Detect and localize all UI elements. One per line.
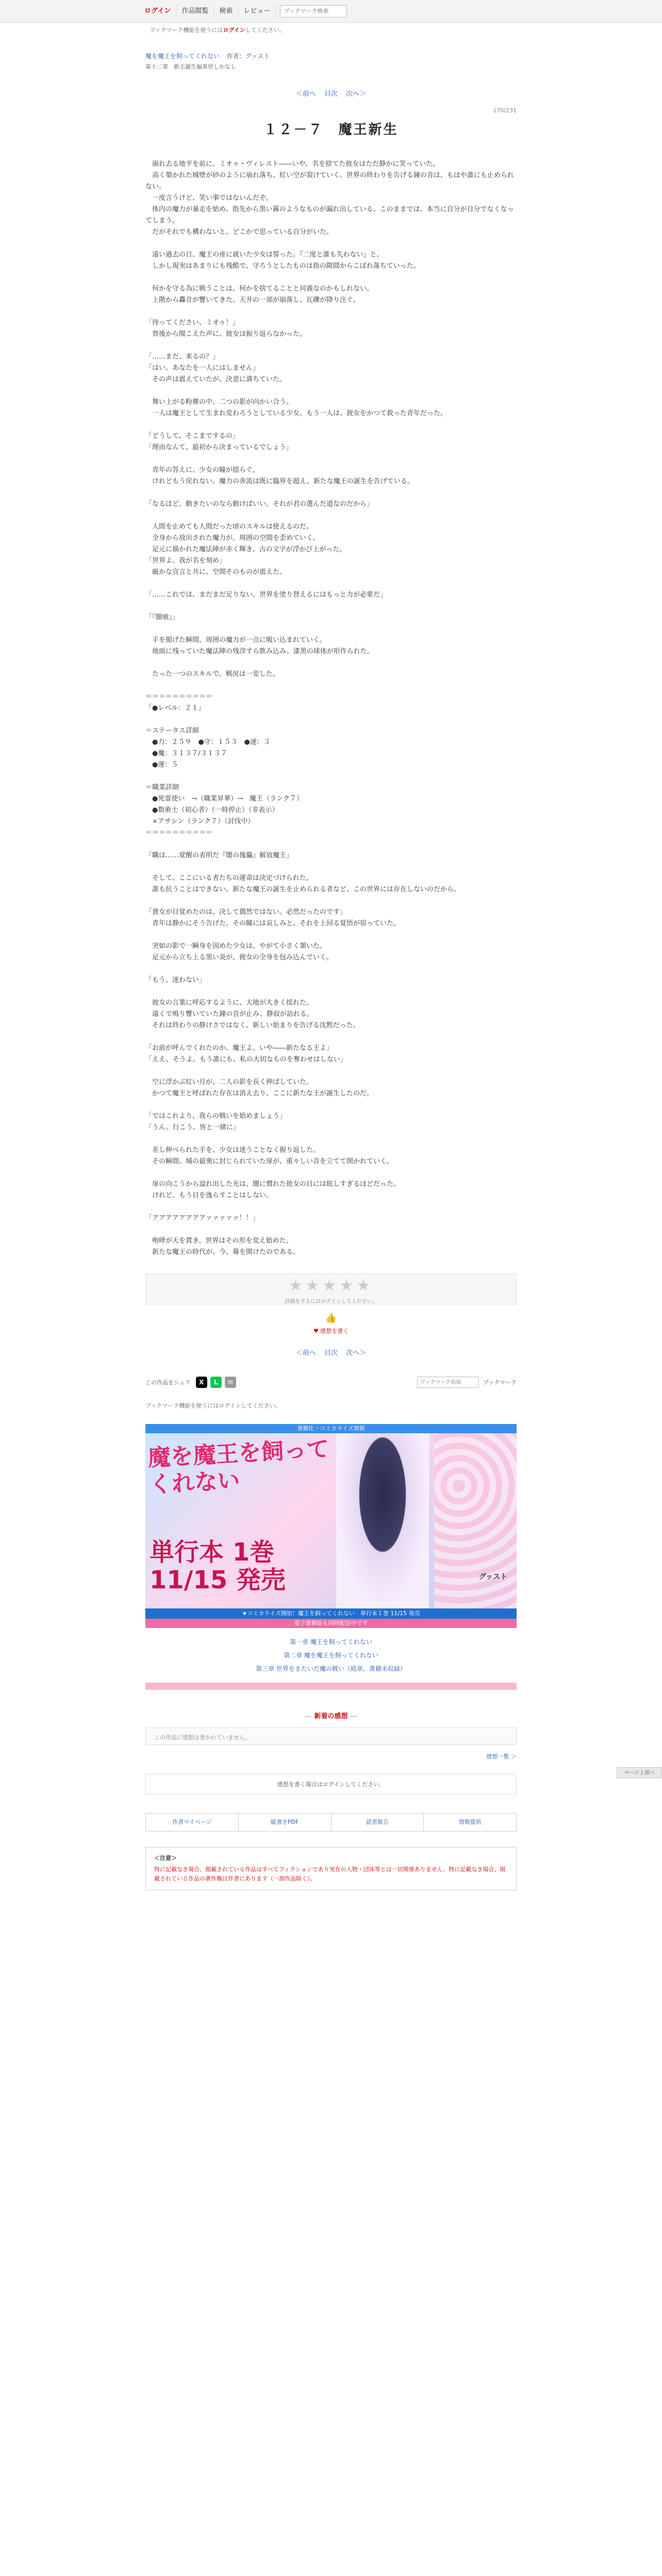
flower-decoration [434, 1433, 517, 1608]
search-link[interactable]: 検索 [214, 4, 238, 19]
chapter-link-2[interactable]: 第二章 魔を魔王を飼ってくれない [284, 1652, 378, 1659]
review-more-link[interactable]: 感想一覧 ＞ [486, 1753, 517, 1760]
novel-paragraph: 差し伸べられた手を、少女は迷うことなく握り返した。 [145, 1146, 320, 1154]
novel-paragraph: 空に浮かぶ紅い月が、二人の影を長く伸ばしていた。 [145, 1078, 313, 1086]
novel-paragraph: 足元から立ち上る黒い炎が、彼女の全身を包み込んでいく。 [145, 954, 333, 961]
paragraph-gap [145, 1065, 517, 1077]
page-number: 170/231 [493, 107, 517, 114]
novel-paragraph: 地面に残っていた魔法陣の残滓すら飲み込み、漆黒の球体が形作られた。 [145, 648, 374, 655]
novel-paragraph: ●魔：３１３７/３１３７ [145, 750, 227, 757]
bookmark-area [417, 1377, 517, 1388]
promo-release-line: 11/15 発売 [150, 1566, 286, 1595]
paragraph-gap [145, 419, 517, 431]
novel-paragraph: 咆哮が天を貫き、世界はその形を変え始めた。 [145, 1237, 293, 1245]
novel-paragraph: そして、ここにいる者たちの運命は決定づけられた。 [145, 874, 313, 882]
novel-paragraph: 手を掲げた瞬間、周囲の魔力が一点に吸い込まれていく。 [145, 636, 326, 644]
novel-paragraph: しかし現実はあまりにも残酷で、守ろうとしたものは指の隙間からこぼれ落ちていった。 [145, 262, 420, 270]
pager-top [145, 88, 517, 98]
rating-stars[interactable]: ★★★★★ [288, 1277, 374, 1295]
review-title: ― 新着の感想 ― [304, 1713, 358, 1720]
novel-paragraph: 「……まだ、来るの？」 [145, 353, 220, 361]
bookmark-add-input[interactable] [417, 1377, 479, 1388]
promo-head: 書籍化・コミカライズ情報 [145, 1424, 517, 1433]
novel-paragraph: ●死霊使い →（職業昇華）→ 魔王（ランク７） [145, 795, 303, 803]
paragraph-gap [145, 385, 517, 397]
novel-paragraph: ×アサシン（ランク７）（討伐中） [145, 818, 255, 825]
share-row [145, 1377, 517, 1388]
notice-prefix: ブックマーク機能を使うには [150, 27, 223, 33]
promo-bar[interactable]: ★コミカライズ開始！魔王を飼ってくれない 単行本１巻 11/15 発売 [145, 1608, 517, 1619]
back-to-top-button[interactable]: ページ上部へ [617, 1767, 662, 1778]
novel-paragraph: 一人は魔王として生まれ変わろうとしている少女。もう一人は、彼女をかつて救った青年だった。 [145, 410, 448, 417]
promo-author: グッスト [478, 1573, 507, 1581]
write-impression-link[interactable]: ♥ 感想を書く [313, 1328, 349, 1334]
novel-paragraph: けれど、もう目を逸らすことはしない。 [145, 1192, 273, 1199]
next-link[interactable]: 次へ＞ [346, 90, 367, 98]
novel-paragraph: ●数術士（初心者）（一時停止）（非表示） [145, 806, 279, 814]
promo-title-line: 魔を魔王を飼って [147, 1435, 330, 1472]
paragraph-gap [145, 510, 517, 521]
paragraph-gap [145, 657, 517, 669]
login-link[interactable]: ログイン [139, 4, 176, 19]
review-login-notice: 感想を書く場合はログインしてください。 [145, 1774, 517, 1794]
paragraph-gap [145, 714, 517, 725]
promo-title-line: くれない [148, 1467, 241, 1499]
review-box: この作品に感想は書かれていません。 [145, 1727, 517, 1745]
novel-paragraph: 「どうして、そこまでするの」 [145, 432, 239, 440]
main-content [145, 52, 517, 1357]
paragraph-gap [145, 340, 517, 351]
novel-paragraph: 人間を止めても人間だった頃のスキルは使えるのだ。 [145, 523, 313, 531]
paragraph-gap [145, 453, 517, 465]
author-prefix: 作者： [226, 53, 245, 60]
novel-paragraph: 厳かな宣言と共に、空間そのものが震えた。 [145, 568, 287, 576]
paragraph-gap [145, 963, 517, 975]
paragraph-gap [145, 680, 517, 691]
footer-nav [145, 1813, 517, 1832]
notes-body: 特に記載なき場合、掲載されている作品はすべてフィクションであり実在の人物・団体等とは一切関係ありません。特に記載なき場合、掲載されている作品の著作権は作者にあります（一部作品除く）。 [154, 1866, 506, 1882]
chapter-name: 第十二章 新王誕生編異世しかなし [145, 63, 236, 70]
novel-paragraph: けれどもう戻れない。魔力の奔流は既に臨界を超え、新たな魔王の誕生を告げている。 [145, 478, 414, 485]
novel-paragraph: 彼女の言葉に呼応するように、大地が大きく揺れた。 [145, 999, 313, 1007]
novel-paragraph: ＝＝＝＝＝＝＝＝＝＝ [145, 693, 213, 701]
novel-paragraph: 背後から聞こえた声に、彼女は振り返らなかった。 [145, 330, 307, 338]
novel-paragraph: 何かを守る為に戦うことは、何かを捨てることと同義なのかもしれない。 [145, 285, 374, 293]
novel-paragraph: その声は震えていたが、決意に満ちていた。 [145, 376, 286, 383]
author-link[interactable]: グッスト [245, 53, 270, 60]
x-share-icon[interactable]: X [196, 1377, 207, 1388]
novel-paragraph: たった一つのスキルで、戦況は一変した。 [145, 670, 279, 678]
paragraph-gap [145, 272, 517, 283]
novel-body [145, 159, 517, 1258]
novel-paragraph: 扉の向こうから溢れ出した光は、闇に慣れた彼女の目には眩しすぎるほどだった。 [145, 1180, 401, 1188]
paragraph-gap [145, 578, 517, 589]
top-nav-bar [0, 0, 662, 23]
vertical-pdf-link[interactable]: 縦書きPDF [239, 1814, 332, 1831]
novel-paragraph: 高く築かれた城壁が砂のように崩れ落ち、紅い空が裂けていく。世界の終わりを告げる鐘の音は、もはや誰にも止められない。 [145, 172, 514, 191]
notice-suffix: してください。 [245, 27, 285, 33]
info-provide-link[interactable]: 情報提供 [458, 1819, 482, 1825]
rating-note: 評価をするにはログインしてください。 [285, 1299, 377, 1304]
novel-paragraph: 「待ってください、ミオゥ！」 [145, 319, 239, 327]
review-section [145, 1710, 517, 1794]
novel-paragraph: 「『闇喰』」 [145, 614, 179, 621]
novel-paragraph: 足元に描かれた魔法陣が赤く輝き、古の文字が浮かび上がった。 [145, 546, 346, 553]
novel-paragraph: 「ではこれより、我らの戦いを始めましょう」 [145, 1112, 287, 1120]
novel-paragraph: ＝職業詳細 [145, 784, 179, 791]
novel-paragraph: 「なるほど。動きたいのなら動けばいい。それが君の選んだ道なのだから」 [145, 500, 374, 508]
paragraph-gap [145, 986, 517, 997]
mail-share-icon[interactable]: ✉ [225, 1377, 236, 1388]
promo-section [145, 1424, 517, 1690]
novel-paragraph: 青年の答えに、少女の瞳が揺らぐ。 [145, 466, 259, 474]
bookmark-search-input[interactable] [280, 5, 347, 18]
next-link-bottom[interactable]: 次へ＞ [346, 1349, 367, 1357]
novel-paragraph: 一度言うけど、笑い事ではないんだぞ。 [145, 194, 273, 202]
paragraph-gap [145, 238, 517, 249]
novel-paragraph: 突如の影で一瞬身を固めた少女は、やがて小さく頷いた。 [145, 942, 327, 950]
chapter-links [145, 1635, 517, 1675]
chapter-link-1[interactable]: 第一章 魔王を飼ってくれない [290, 1638, 372, 1646]
chapter-link-3[interactable]: 第三章 世界をまたいだ魔の戦い（続章、書籍未収録） [256, 1665, 406, 1672]
pager-bottom [145, 1347, 517, 1357]
review-link[interactable]: レビュー [238, 4, 276, 19]
paragraph-gap [145, 623, 517, 635]
paragraph-gap [145, 306, 517, 317]
novel-paragraph: 「はい。あなたを一人にはしません」 [145, 364, 260, 372]
novel-paragraph: 「理由なんて、最初から決まっているでしょう」 [145, 444, 293, 451]
novel-paragraph: 新たな魔王の時代が、今、幕を開けたのである。 [145, 1248, 300, 1256]
line-share-icon[interactable]: L [210, 1377, 222, 1388]
novel-paragraph: 全身から放出された魔力が、周囲の空間を歪めていく。 [145, 534, 320, 542]
novel-paragraph: 遠い過去の日、魔王の座に就いた少女は誓った。『二度と誰も失わない』と。 [145, 251, 384, 259]
novel-paragraph: それは終わりの静けさではなく、新しい始まりを告げる沈黙だった。 [145, 1022, 360, 1029]
toc-link-bottom[interactable]: 目次 [324, 1349, 338, 1357]
reader-report-link[interactable]: 読者報告 [332, 1814, 424, 1831]
novel-paragraph: ●力：２５９ ●守：１５３ ●速：３ [145, 738, 271, 746]
toc-link[interactable]: 目次 [324, 90, 338, 98]
novel-paragraph: ●運：５ [145, 761, 178, 769]
like-row [145, 1313, 517, 1335]
novel-paragraph: 「うん。行こう、皆と一緒に」 [145, 1124, 240, 1131]
novel-paragraph: 青年は静かにそう告げた。その瞳には哀しみと、それを上回る覚悟が宿っていた。 [145, 920, 401, 927]
novel-paragraph: 上階から轟音が響いてきた。天井の一部が崩落し、瓦礫が降り注ぐ。 [145, 296, 360, 304]
novel-paragraph: 「ええ、そうよ。もう誰にも、私の大切なものを奪わせはしない」 [145, 1056, 347, 1063]
under-notice: ブックマーク機能を使うにはログインしてください。 [145, 1402, 281, 1409]
novel-paragraph: 「世界よ、我が名を刻め」 [145, 557, 226, 565]
novel-paragraph: 遠くで鳴り響いていた鐘の音が止み、静寂が訪れる。 [145, 1010, 313, 1018]
novel-paragraph: かつて魔王と呼ばれた存在は消え去り、ここに新たな王が誕生したのだ。 [145, 1090, 374, 1097]
novel-paragraph: ＝＝＝＝＝＝＝＝＝＝ [145, 829, 213, 837]
novel-paragraph: 「もう、迷わない」 [145, 976, 206, 984]
prev-link-bottom[interactable]: ＜前へ [295, 1349, 316, 1357]
episode-title: １２－７ 魔王新生 [263, 122, 399, 138]
novel-paragraph: 「●レベル：２１」 [145, 704, 205, 712]
novel-paragraph: 「アアアアアアアアァァァァァ！！」 [145, 1214, 259, 1222]
novel-paragraph: 舞い上がる粉塵の中、二つの影が向かい合う。 [145, 398, 293, 406]
breadcrumb [145, 52, 517, 60]
promo-title [147, 1436, 332, 1499]
paragraph-gap [145, 1201, 517, 1213]
novel-title-link[interactable]: 魔を魔王を飼ってくれない [145, 53, 220, 60]
novel-paragraph: その瞬間、城の最奥に封じられていた扉が、重々しい音を立てて開かれていく。 [145, 1158, 393, 1165]
character-illustration [336, 1433, 429, 1608]
novel-paragraph: 体内の魔力が暴走を始め、指先から黒い霧のようなものが漏れ出している。このままでは、本当に自分が自分でなくなってしまう。 [145, 206, 514, 225]
paragraph-gap [145, 487, 517, 499]
works-link[interactable]: 作品閲覧 [176, 4, 214, 19]
novel-paragraph: 「貴女が目覚めたのは、決して偶然ではない。必然だったのです」 [145, 908, 347, 916]
bookmark-button[interactable]: ブックマーク [483, 1379, 517, 1386]
promo-banner[interactable] [145, 1433, 517, 1608]
notes-box [145, 1847, 517, 1890]
paragraph-gap [145, 929, 517, 941]
paragraph-gap [145, 601, 517, 612]
novel-paragraph: ＝ステータス詳細 [145, 727, 199, 735]
novel-paragraph: 「……これでは、まだまだ足りない。世界を塗り替えるにはもっと力が必要だ」 [145, 591, 387, 599]
rating-box [145, 1274, 517, 1304]
novel-paragraph: 誰も抗うことはできない。新たな魔王の誕生を止められる者など、この世界には存在しないのだから。 [145, 886, 461, 893]
promo-release [150, 1538, 286, 1594]
share-label: この作品をシェア [145, 1379, 191, 1386]
novel-paragraph: だがそれでも構わないと、どこかで思っている自分がいた。 [145, 228, 334, 236]
prev-link[interactable]: ＜前へ [295, 90, 316, 98]
promo-bar-secondary[interactable]: 電子書籍版も同時配信中です [145, 1619, 517, 1628]
notes-head: ＜注意＞ [154, 1855, 177, 1861]
login-notice [0, 23, 662, 38]
novel-paragraph: 崩れ去る地平を前に、ミオゥ・ヴィレスト――いや、名を捨てた彼女はただ静かに笑っていた。 [145, 160, 440, 168]
paragraph-gap [145, 1099, 517, 1111]
paragraph-gap [145, 1167, 517, 1179]
paragraph-gap [145, 861, 517, 873]
paragraph-gap [145, 771, 517, 782]
novel-paragraph: 「お前が呼んでくれたのか、魔王よ。いや――新たなる王よ」 [145, 1044, 334, 1052]
paragraph-gap [145, 839, 517, 850]
promo-release-line: 単行本 1巻 [150, 1538, 275, 1567]
paragraph-gap [145, 1224, 517, 1235]
paragraph-gap [145, 1031, 517, 1043]
author-mypage-link[interactable]: 作者マイページ [146, 1814, 239, 1831]
novel-paragraph: 「職は……覚醒の表明だ『闇の傀儡』解放魔王」 [145, 852, 293, 859]
pink-divider [145, 1683, 517, 1690]
notice-login-link[interactable]: ログイン [223, 27, 245, 33]
paragraph-gap [145, 895, 517, 907]
thumbs-up-icon[interactable]: 👍 [325, 1313, 337, 1324]
paragraph-gap [145, 1133, 517, 1145]
